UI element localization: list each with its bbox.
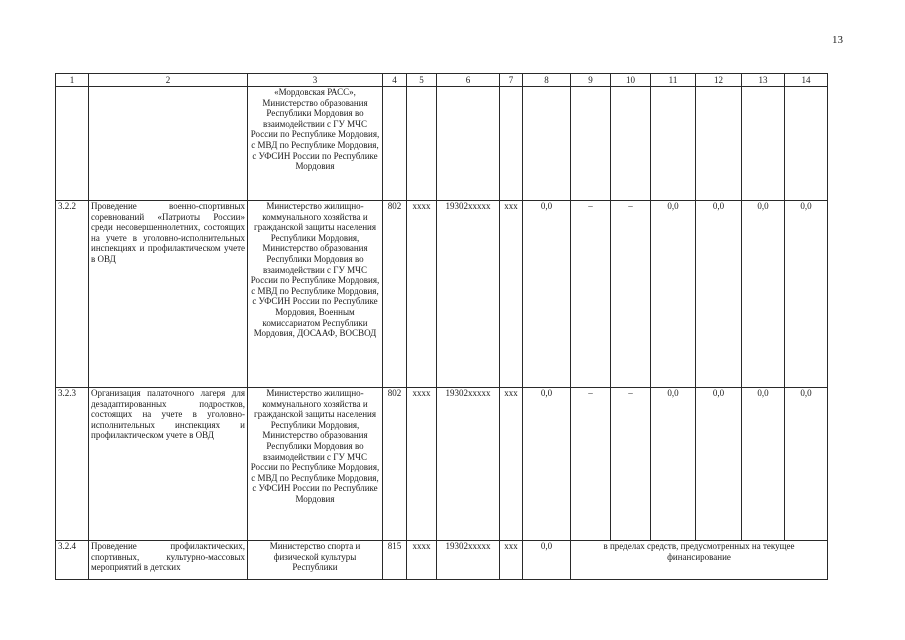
header-cell: 1 — [56, 74, 89, 87]
cell-value: – — [571, 201, 611, 388]
program-table — [55, 73, 828, 580]
table-row — [56, 201, 828, 388]
cell-num: 3.2.2 — [56, 201, 89, 388]
cell-value: 0,0 — [696, 388, 742, 541]
cell-value: 0,0 — [785, 201, 828, 388]
page-number: 13 — [832, 34, 843, 46]
cell-value: 0,0 — [785, 388, 828, 541]
cell — [407, 87, 437, 201]
cell-code: xxx — [500, 201, 523, 388]
cell-name: Проведение профилактических, спортивных, культурно-массовых мероприятий в детских — [89, 541, 248, 580]
cell — [651, 87, 696, 201]
cell-value: 0,0 — [742, 201, 785, 388]
cell-code: 802 — [383, 388, 407, 541]
header-cell: 13 — [742, 74, 785, 87]
cell-executor: Министерство жилищно-коммунального хозяйства и гражданской защиты населения Республики Мордовия, Министерство образования Республики Мордовия во взаимодействии с ГУ МЧС России по Республике Мордовия, с МВД по Республике Мордовия, с УФСИН России по Республике Мордовия, Военным комиссариатом Республики Мордовия, ДОСААФ, ВОСВОД — [248, 201, 383, 388]
cell-code: 19302xxxxx — [437, 201, 500, 388]
cell-code: 802 — [383, 201, 407, 388]
cell-value: 0,0 — [651, 388, 696, 541]
cell-num: 3.2.4 — [56, 541, 89, 580]
header-cell: 9 — [571, 74, 611, 87]
header-cell: 3 — [248, 74, 383, 87]
cell-value: – — [571, 388, 611, 541]
table-row — [56, 541, 828, 580]
cell — [500, 87, 523, 201]
header-cell: 4 — [383, 74, 407, 87]
cell-code: 19302xxxxx — [437, 388, 500, 541]
cell-code: xxxx — [407, 388, 437, 541]
cell — [785, 87, 828, 201]
cell-value: – — [611, 388, 651, 541]
cell — [523, 87, 571, 201]
cell-value: – — [611, 201, 651, 388]
cell — [437, 87, 500, 201]
cell — [742, 87, 785, 201]
cell-merged-financing: в пределах средств, предусмотренных на текущее финансирование — [571, 541, 828, 580]
header-cell: 6 — [437, 74, 500, 87]
cell-code: xxx — [500, 541, 523, 580]
cell-value: 0,0 — [651, 201, 696, 388]
cell — [383, 87, 407, 201]
cell-value: 0,0 — [523, 541, 571, 580]
cell-value: 0,0 — [742, 388, 785, 541]
cell-code: 19302xxxxx — [437, 541, 500, 580]
header-cell: 14 — [785, 74, 828, 87]
cell-name: Организация палаточного лагеря для дезадаптированных подростков, состоящих на учете в уголовно-исполнительных инспекциях и профилактическом учете в ОВД — [89, 388, 248, 541]
cell-executor: Министерство спорта и физической культуры Республики — [248, 541, 383, 580]
cell-executor: Министерство жилищно-коммунального хозяйства и гражданской защиты населения Республики Мордовия, Министерство образования Республики Мордовия во взаимодействии с ГУ МЧС России по Республике Мордовия, с МВД по Республике Мордовия, с УФСИН России по Республике Мордовия — [248, 388, 383, 541]
header-cell: 7 — [500, 74, 523, 87]
table-row — [56, 388, 828, 541]
cell-num: 3.2.3 — [56, 388, 89, 541]
cell-value: 0,0 — [523, 388, 571, 541]
header-cell: 5 — [407, 74, 437, 87]
header-cell: 10 — [611, 74, 651, 87]
cell-code: 815 — [383, 541, 407, 580]
header-cell: 12 — [696, 74, 742, 87]
cell-executor: «Мордовская РАСС», Министерство образования Республики Мордовия во взаимодействии с ГУ МЧС России по Республике Мордовия, с МВД по Республике Мордовия, с УФСИН России по Республике Мордовия — [248, 87, 383, 201]
cell-value: 0,0 — [523, 201, 571, 388]
cell-name — [89, 87, 248, 201]
cell — [571, 87, 611, 201]
cell-value: 0,0 — [696, 201, 742, 388]
cell-code: xxxx — [407, 541, 437, 580]
header-cell: 2 — [89, 74, 248, 87]
cell-code: xxx — [500, 388, 523, 541]
header-cell: 8 — [523, 74, 571, 87]
cell-code: xxxx — [407, 201, 437, 388]
header-row — [56, 74, 828, 87]
cell-num — [56, 87, 89, 201]
cell — [696, 87, 742, 201]
cell — [611, 87, 651, 201]
header-cell: 11 — [651, 74, 696, 87]
table-row-continuation — [56, 87, 828, 201]
cell-name: Проведение военно-спортивных соревнований «Патриоты России» среди несовершеннолетних, состоящих на учете в уголовно-исполнительных инспекциях и профилактическом учете в ОВД — [89, 201, 248, 388]
